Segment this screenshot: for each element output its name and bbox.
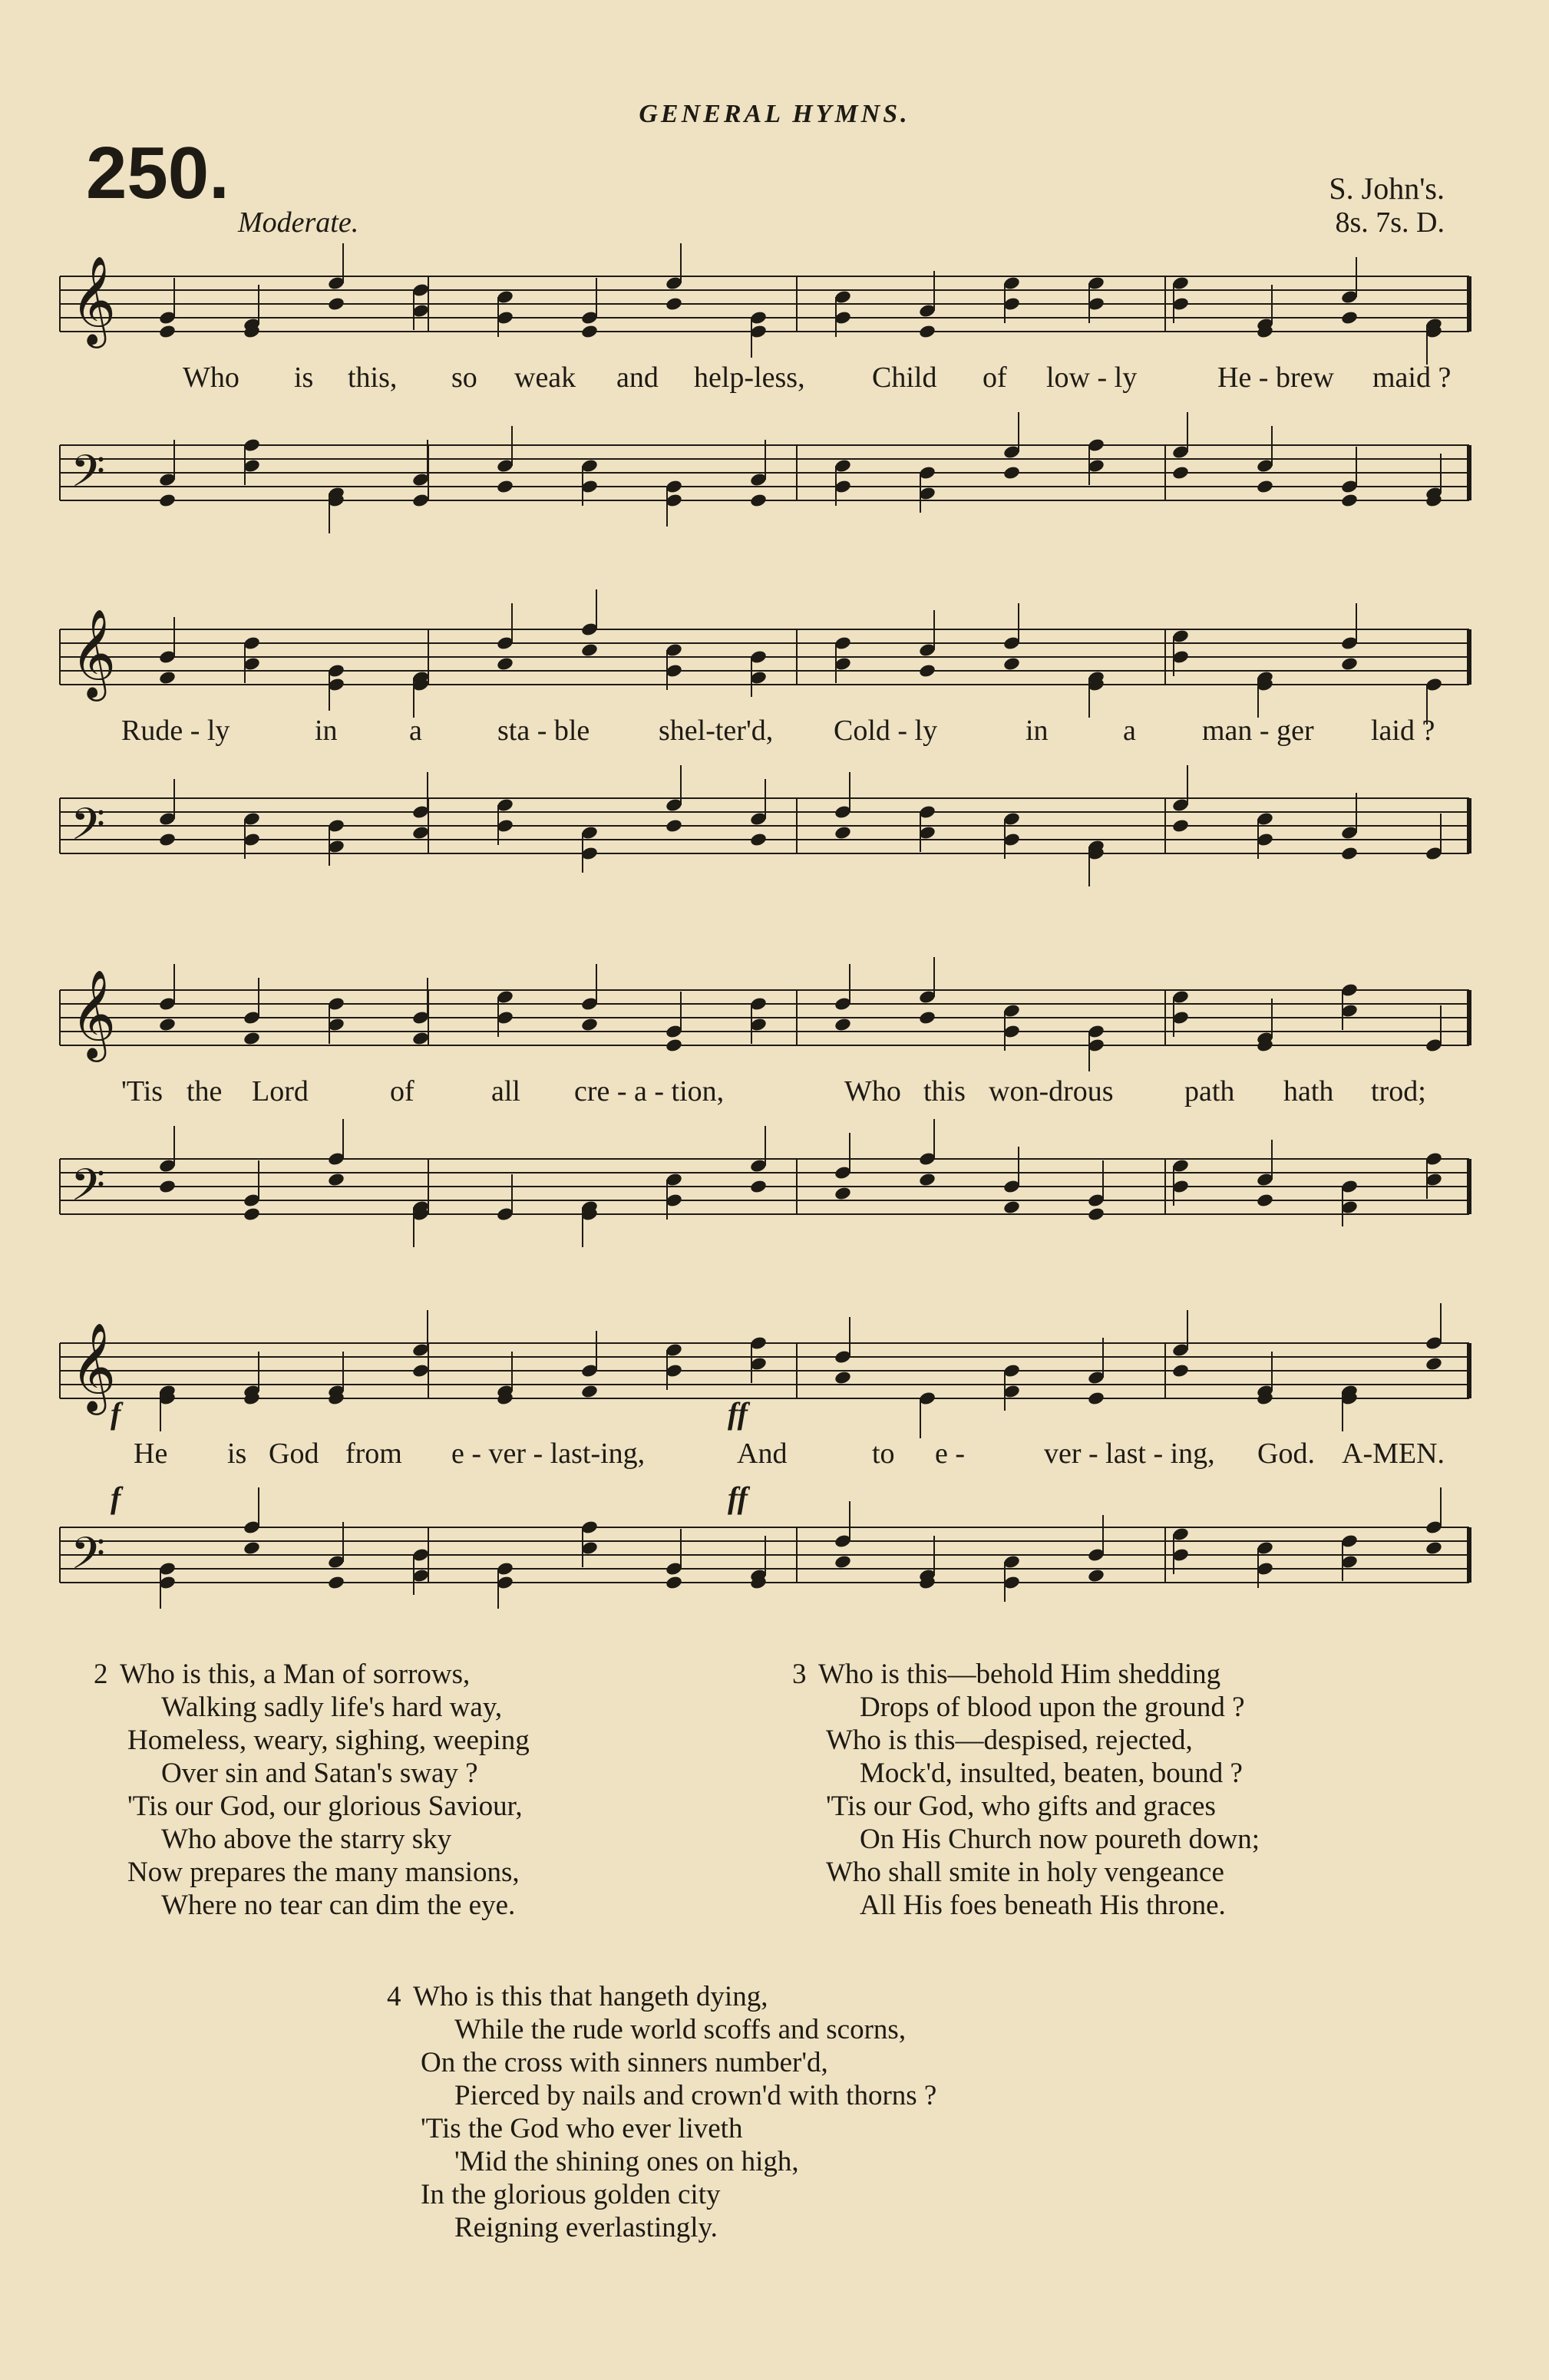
verse-line [792,1856,1260,1889]
syllable: maid ? [1372,361,1452,394]
note-head [411,1031,430,1046]
note-head [158,493,177,508]
note-head [834,1370,852,1385]
syllable: so [451,361,477,394]
bass-staff-3 [60,1144,1469,1228]
verse-text: Who is this—despised, rejected, [826,1725,1193,1756]
treble-staff-3 [60,968,1469,1059]
syllable: path [1184,1075,1235,1107]
note-head [327,296,345,312]
syllable: in [315,715,338,747]
note-head [834,825,852,840]
syllable: Rude - ly [121,715,230,747]
verse-text: Now prepares the many mansions, [127,1857,520,1888]
verse-line [792,1790,1260,1823]
verse-text: In the glorious golden city [421,2179,721,2210]
syllable: help-less, [694,361,805,394]
verse-line [387,2013,936,2046]
verse-text: Who shall smite in holy vengeance [826,1857,1224,1888]
verse-text: Who is this that hangeth dying, [413,1981,768,2012]
verse-line [387,1980,936,2013]
syllable: is [227,1438,247,1470]
syllable: ver - last - ing, [1044,1438,1215,1470]
verse-text: Walking sadly life's hard way, [161,1692,503,1723]
note-head [918,663,936,678]
note-head [749,1179,768,1194]
note-head [580,1017,599,1032]
music-system-4 [60,1312,1469,1619]
note-head [665,1575,683,1590]
note-head [580,1384,599,1399]
verse-line [792,1823,1260,1856]
verse-number: 3 [792,1659,807,1690]
note-head [243,1207,261,1222]
dynamic-forte: f [111,1480,121,1515]
verse-text: All His foes beneath His throne. [860,1890,1226,1921]
note-head [834,1017,852,1032]
note-head [1340,310,1359,325]
note-head [411,1363,430,1378]
verse-3 [792,1658,1260,1922]
verse-text: 'Tis the God who ever liveth [421,2113,743,2144]
syllable: 'Tis [121,1075,163,1107]
verse-line [94,1823,530,1856]
verse-line [94,1790,530,1823]
verse-line [94,1658,530,1691]
note-head [158,1017,177,1032]
verse-line [387,2178,936,2211]
note-head [1002,1200,1021,1215]
note-head [1256,479,1274,494]
syllable: Lord [252,1075,309,1107]
note-head [158,670,177,685]
note-head [1087,1207,1105,1222]
dynamic-fortissimo: ff [728,1480,748,1515]
verse-text: Homeless, weary, sighing, weeping [127,1725,530,1756]
verse-line [387,2145,936,2178]
syllable: this, [348,361,398,394]
note-head [1340,846,1359,861]
verse-line [387,2211,936,2244]
syllable: He [134,1438,168,1470]
treble-staff-1 [60,254,1469,345]
note-head [1340,493,1359,508]
verse-2 [94,1658,530,1922]
verse-text: On the cross with sinners number'd, [421,2047,828,2078]
meter: 8s. 7s. D. [1335,206,1445,239]
music-system-2 [60,599,1469,890]
note-head [1171,1363,1190,1378]
syllable: low - ly [1046,361,1138,394]
verse-line [792,1757,1260,1790]
note-head [1087,1391,1105,1406]
syllable: weak [514,361,576,394]
treble-staff-2 [60,607,1469,698]
syllable: of [983,361,1007,394]
note-head [580,324,599,339]
running-header: GENERAL HYMNS. [639,100,910,128]
syllable: from [345,1438,402,1470]
verse-text: On His Church now poureth down; [860,1824,1260,1855]
bass-clef-icon: 𝄢 [71,1158,106,1222]
syllable: hath [1283,1075,1334,1107]
syllable: Child [872,361,937,394]
verse-text: Drops of blood upon the ground ? [860,1692,1245,1723]
treble-clef-icon: 𝄞 [71,254,117,345]
syllable: is [294,361,314,394]
syllable: to [872,1438,895,1470]
verse-line [94,1757,530,1790]
verse-line [94,1691,530,1724]
syllable: Who [844,1075,901,1107]
bass-clef-icon: 𝄢 [71,1527,106,1590]
syllable: laid ? [1371,715,1435,747]
music-system-1 [60,246,1469,537]
note-head [243,1540,261,1556]
verse-line [94,1856,530,1889]
verse-line [792,1691,1260,1724]
verse-number: 2 [94,1659,108,1690]
hymn-number: 250. [86,132,230,214]
verse-text: Over sin and Satan's sway ? [161,1758,478,1789]
note-head [158,324,177,339]
syllable: Cold - ly [834,715,938,747]
tempo-marking: Moderate. [238,206,359,239]
dynamic-fortissimo: ff [728,1396,748,1431]
note-head [411,825,430,840]
note-head [158,1179,177,1194]
note-head [665,296,683,312]
syllable: man - ger [1202,715,1314,747]
verse-text: Where no tear can dim the eye. [161,1890,516,1921]
verse-4 [387,1980,936,2244]
verse-line [792,1889,1260,1922]
verse-line [792,1724,1260,1757]
syllable: and [616,361,659,394]
note-head [665,1038,683,1053]
verse-line [94,1889,530,1922]
verse-number: 4 [387,1981,401,2012]
verse-line [387,2112,936,2145]
verse-text: Pierced by nails and crown'd with thorns ? [454,2080,937,2111]
syllable: He - brew [1217,361,1334,394]
note-head [1425,1540,1443,1556]
note-head [580,642,599,658]
verse-text: While the rude world scoffs and scorns, [454,2014,907,2045]
verse-line [387,2046,936,2079]
syllable: sta - ble [497,715,590,747]
treble-clef-icon: 𝄞 [71,607,117,698]
syllable: Who [183,361,239,394]
bass-staff-1 [60,430,1469,514]
verse-text: Mock'd, insulted, beaten, bound ? [860,1758,1243,1789]
note-head [327,1172,345,1187]
syllable: a [1123,715,1136,747]
bass-staff-4 [60,1512,1469,1596]
syllable: A-MEN. [1342,1438,1445,1470]
verse-line [94,1724,530,1757]
note-head [1256,1193,1274,1208]
syllable: this [923,1075,966,1107]
syllable: a [409,715,422,747]
syllable: cre - a - tion, [574,1075,725,1107]
syllable: in [1026,715,1049,747]
note-head [918,1172,936,1187]
note-head [1002,656,1021,672]
music-system-3 [60,959,1469,1251]
syllable: God [269,1438,319,1470]
dynamic-forte: f [111,1396,121,1431]
tune-name: S. John's. [1329,171,1445,206]
note-head [834,1186,852,1201]
note-head [918,1010,936,1025]
verse-text: Who is this, a Man of sorrows, [120,1659,471,1690]
verse-line [387,2079,936,2112]
note-head [1425,1356,1443,1372]
syllable: won-drous [989,1075,1114,1107]
note-head [496,479,514,494]
note-head [834,1554,852,1570]
treble-clef-icon: 𝄞 [71,1321,117,1411]
syllable: e - [935,1438,966,1470]
treble-clef-icon: 𝄞 [71,968,117,1058]
syllable: all [491,1075,520,1107]
note-head [1171,465,1190,480]
verse-text: 'Tis our God, our glorious Saviour, [127,1791,523,1822]
verse-text: 'Tis our God, who gifts and graces [826,1791,1216,1822]
note-head [327,1575,345,1590]
verse-text: Who is this—behold Him shedding [818,1659,1221,1690]
note-head [243,1031,261,1046]
bass-clef-icon: 𝄢 [71,797,106,861]
bass-clef-icon: 𝄢 [71,444,106,508]
note-head [749,493,768,508]
bass-staff-2 [60,783,1469,867]
syllable: e - ver - last-ing, [451,1438,646,1470]
note-head [1087,1568,1105,1583]
note-head [1171,818,1190,833]
verse-text: 'Mid the shining ones on high, [454,2146,799,2177]
note-head [918,324,936,339]
verse-text: Reigning everlastingly. [454,2212,718,2243]
note-head [411,493,430,508]
syllable: the [187,1075,223,1107]
syllable: God. [1257,1438,1315,1470]
note-head [749,832,768,847]
syllable: And [737,1438,788,1470]
note-head [158,832,177,847]
syllable: of [390,1075,414,1107]
note-head [1340,656,1359,672]
note-head [665,818,683,833]
syllable: trod; [1371,1075,1426,1107]
verse-text: Who above the starry sky [161,1824,452,1855]
verse-line [792,1658,1260,1691]
syllable: shel-ter'd, [659,715,774,747]
treble-staff-4 [60,1321,1469,1412]
note-head [1002,465,1021,480]
note-head [496,656,514,672]
